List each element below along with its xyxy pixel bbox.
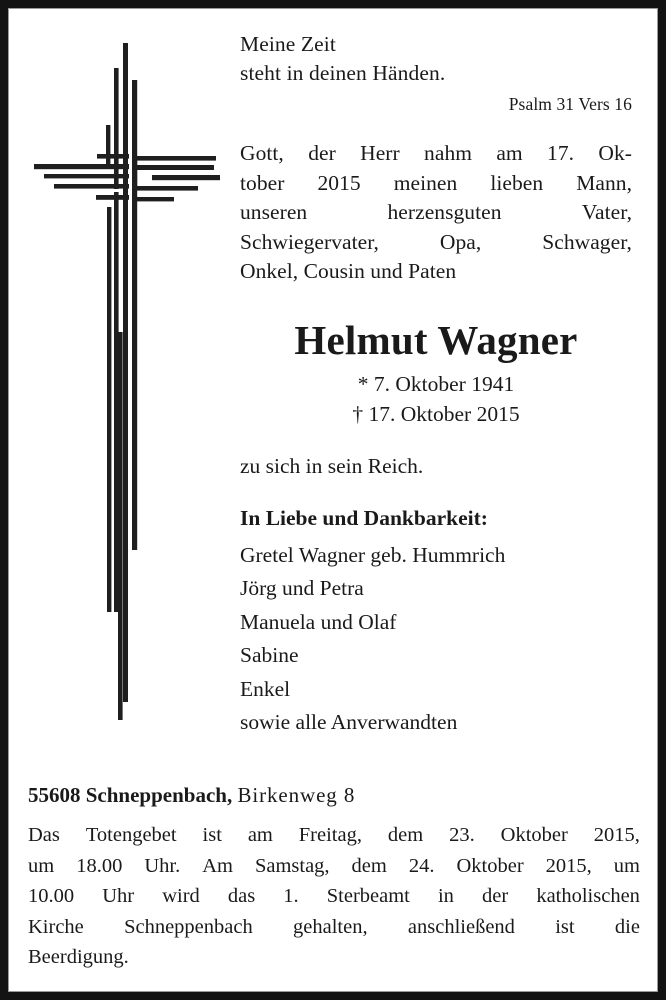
deceased-name: Helmut Wagner: [294, 316, 578, 363]
list-item: Manuela und Olaf: [240, 609, 397, 634]
funeral-line-2: um 18.00 Uhr. Am Samstag, dem 24. Oktober 2015, um: [28, 854, 640, 877]
text-column: [240, 30, 632, 740]
life-dates: [240, 369, 632, 429]
family-list: [240, 539, 632, 740]
lead-paragraph: [240, 139, 632, 287]
address-city: 55608 Schneppenbach,: [28, 783, 233, 807]
thanks-heading: In Liebe und Dankbarkeit:: [240, 505, 488, 530]
closing-line: zu sich in sein Reich.: [240, 453, 424, 478]
funeral-details: [28, 820, 640, 973]
death-date: † 17. Oktober 2015: [352, 401, 520, 426]
list-item: Sabine: [240, 643, 299, 667]
funeral-line-4: Kirche Schneppenbach gehalten, anschließend ist die: [28, 915, 640, 938]
list-item: sowie alle Anverwandten: [240, 710, 458, 734]
lead-line-3: unseren herzensguten Vater,: [240, 200, 632, 224]
list-item: Jörg und Petra: [240, 576, 364, 600]
cross-graphic: [22, 32, 227, 732]
address-street: Birkenweg 8: [237, 783, 356, 807]
verse-reference: Psalm 31 Vers 16: [508, 94, 632, 114]
lead-line-2: tober 2015 meinen lieben Mann,: [240, 170, 632, 195]
verse-line-2: steht in deinen Händen.: [240, 61, 446, 85]
stylized-cross-icon: [22, 32, 227, 732]
funeral-line-3: 10.00 Uhr wird das 1. Sterbeamt in der katholischen: [28, 885, 640, 907]
birth-date: * 7. Oktober 1941: [357, 371, 515, 396]
lead-line-4: Schwiegervater, Opa, Schwager,: [240, 229, 632, 254]
lead-line-5: Onkel, Cousin und Paten: [240, 259, 457, 283]
verse-line-1: Meine Zeit: [240, 32, 336, 56]
list-item: Enkel: [240, 676, 291, 701]
bottom-block: [28, 780, 640, 973]
funeral-line-1: Das Totengebet ist am Freitag, dem 23. Oktober 2015,: [28, 824, 640, 846]
funeral-line-5: Beerdigung.: [28, 946, 129, 968]
address-line: [28, 780, 640, 810]
lead-line-1: Gott, der Herr nahm am 17. Ok-: [240, 141, 632, 165]
bible-verse: [240, 30, 632, 88]
list-item: Gretel Wagner geb. Hummrich: [240, 542, 506, 567]
